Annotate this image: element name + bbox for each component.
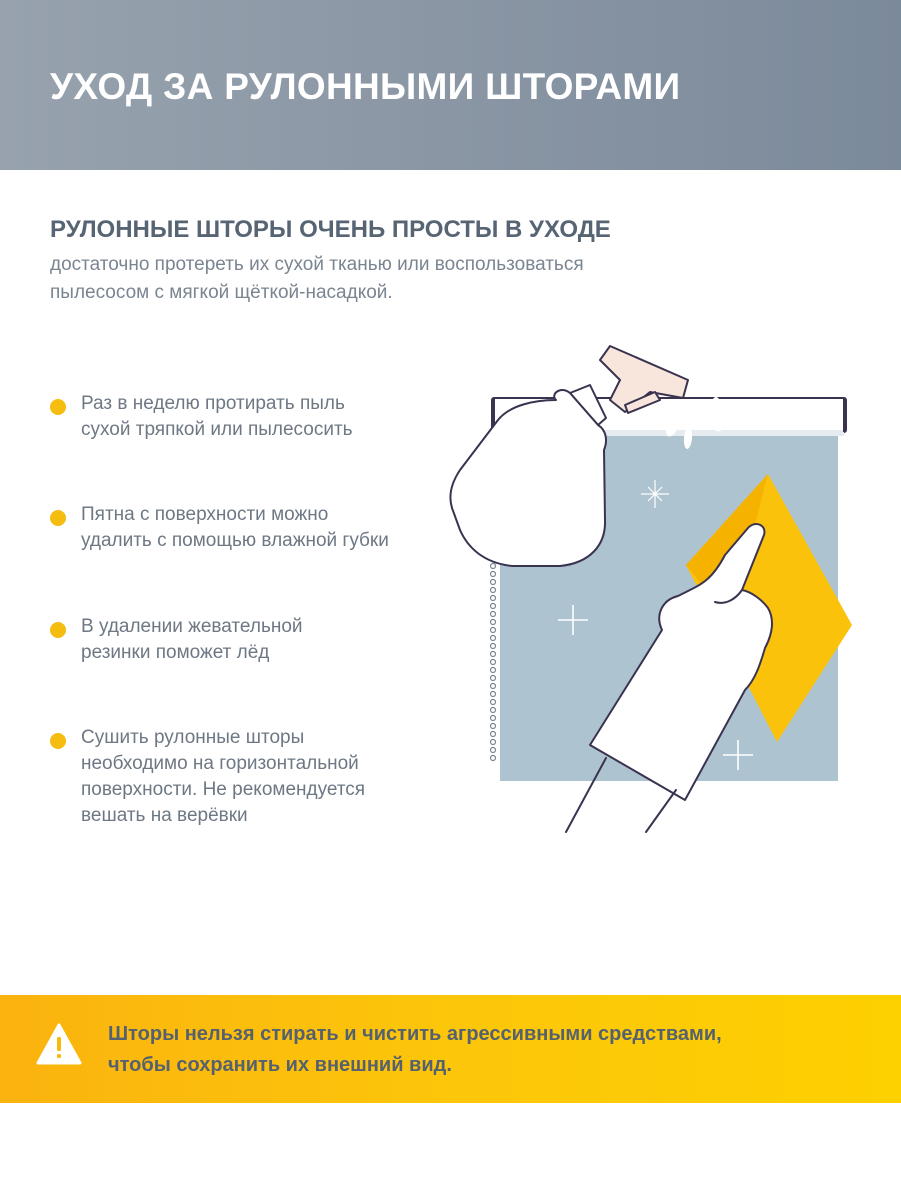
tip-line: вешать на верёвки [81,805,248,826]
bullet-dot-icon [50,510,66,526]
tip-line: Сушить рулонные шторы [81,727,305,748]
tip-line: Пятна с поверхности можно [81,504,329,525]
intro-line-1: достаточно протереть их сухой тканью или воспользоваться [50,254,584,275]
tip-line: В удалении жевательной [81,616,303,637]
intro-text [50,251,750,307]
header-banner [0,0,901,170]
tip-line: поверхности. Не рекомендуется [81,779,366,800]
warning-text [108,1019,868,1081]
cleaning-illustration [430,330,870,850]
bullet-dot-icon [50,399,66,415]
warning-triangle-icon [36,1023,82,1065]
warning-banner [0,995,901,1103]
bullet-dot-icon [50,622,66,638]
tip-line: сухой тряпкой или пылесосить [81,419,353,440]
tip-line: удалить с помощью влажной губки [81,530,389,551]
bullet-dot-icon [50,733,66,749]
warning-line-1: Шторы нельзя стирать и чистить агрессивными средствами, [108,1023,722,1045]
page-title: УХОД ЗА РУЛОННЫМИ ШТОРАМИ [50,66,681,107]
tip-line: необходимо на горизонтальной [81,753,359,774]
intro-line-2: пылесосом с мягкой щёткой-насадкой. [50,282,393,303]
section-subtitle: РУЛОННЫЕ ШТОРЫ ОЧЕНЬ ПРОСТЫ В УХОДЕ [50,216,611,243]
tip-line: резинки поможет лёд [81,642,270,663]
tip-line: Раз в неделю протирать пыль [81,393,345,414]
warning-line-2: чтобы сохранить их внешний вид. [108,1054,452,1076]
